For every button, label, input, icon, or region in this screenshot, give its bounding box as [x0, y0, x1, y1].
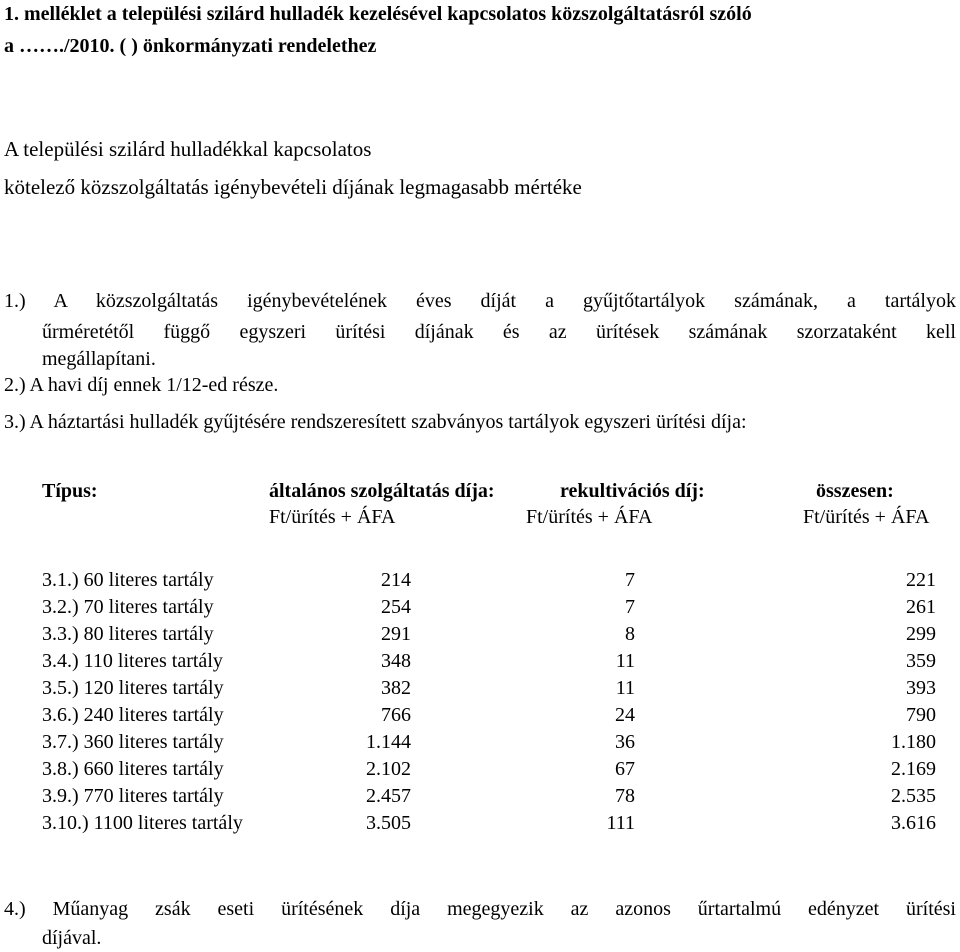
table-row	[0, 622, 960, 649]
row-container-type: 3.7.) 360 literes tartály	[42, 731, 224, 753]
row-general-fee: 2.457	[366, 785, 411, 807]
table-unit-recultivation: Ft/ürítés + ÁFA	[526, 506, 653, 528]
row-general-fee: 348	[381, 650, 411, 672]
row-recultivation-fee: 24	[615, 704, 635, 726]
row-total-fee: 261	[906, 596, 936, 618]
row-total-fee: 2.535	[891, 785, 936, 807]
row-container-type: 3.4.) 110 literes tartály	[42, 650, 223, 672]
table-header-total: összesen:	[816, 480, 894, 502]
row-general-fee: 3.505	[366, 812, 411, 834]
document-heading-line2: a ……./2010. ( ) önkormányzati rendelethez	[4, 35, 377, 57]
row-container-type: 3.5.) 120 literes tartály	[42, 677, 224, 699]
paragraph-4-line2: díjával.	[42, 927, 102, 949]
row-general-fee: 291	[381, 623, 411, 645]
paragraph-1-line3: megállapítani.	[42, 348, 156, 370]
row-general-fee: 766	[381, 704, 411, 726]
paragraph-2: 2.) A havi díj ennek 1/12-ed része.	[4, 374, 279, 396]
row-container-type: 3.8.) 660 literes tartály	[42, 758, 224, 780]
row-total-fee: 299	[906, 623, 936, 645]
table-row	[0, 784, 960, 811]
row-general-fee: 382	[381, 677, 411, 699]
table-row	[0, 757, 960, 784]
subtitle-line2: kötelező közszolgáltatás igénybevételi díjának legmagasabb mértéke	[4, 175, 582, 199]
table-row	[0, 730, 960, 757]
table-row	[0, 649, 960, 676]
row-general-fee: 2.102	[366, 758, 411, 780]
table-row	[0, 595, 960, 622]
row-total-fee: 359	[906, 650, 936, 672]
row-recultivation-fee: 111	[606, 812, 635, 834]
paragraph-3: 3.) A háztartási hulladék gyűjtésére rendszeresített szabványos tartályok egyszeri ürítési díja:	[4, 411, 747, 433]
table-row	[0, 811, 960, 838]
row-recultivation-fee: 11	[615, 677, 635, 699]
table-row	[0, 676, 960, 703]
row-general-fee: 1.144	[366, 731, 411, 753]
row-container-type: 3.1.) 60 literes tartály	[42, 569, 214, 591]
row-container-type: 3.6.) 240 literes tartály	[42, 704, 224, 726]
row-total-fee: 790	[906, 704, 936, 726]
table-row	[0, 703, 960, 730]
row-recultivation-fee: 78	[615, 785, 635, 807]
table-header-general-fee: általános szolgáltatás díja:	[269, 480, 495, 502]
table-unit-total: Ft/ürítés + ÁFA	[803, 506, 930, 528]
table-header-type: Típus:	[42, 480, 98, 502]
table-header-recultivation-fee: rekultivációs díj:	[560, 480, 705, 502]
paragraph-1-line2: űrméretétől függő egyszeri ürítési díjának és az ürítések számának szorzataként kell	[42, 321, 956, 343]
row-container-type: 3.2.) 70 literes tartály	[42, 596, 214, 618]
row-container-type: 3.9.) 770 literes tartály	[42, 785, 224, 807]
paragraph-1-line1: 1.) A közszolgáltatás igénybevételének éves díját a gyűjtőtartályok számának, a tartályok	[4, 290, 956, 312]
subtitle-line1: A települési szilárd hulladékkal kapcsolatos	[4, 137, 372, 161]
row-container-type: 3.3.) 80 literes tartály	[42, 623, 214, 645]
row-general-fee: 214	[381, 569, 411, 591]
table-row	[0, 568, 960, 595]
paragraph-4-line1: 4.) Műanyag zsák eseti ürítésének díja megegyezik az azonos űrtartalmú edényzet ürítési	[4, 898, 956, 920]
row-recultivation-fee: 11	[615, 650, 635, 672]
row-recultivation-fee: 7	[625, 569, 635, 591]
row-total-fee: 3.616	[891, 812, 936, 834]
row-general-fee: 254	[381, 596, 411, 618]
row-recultivation-fee: 8	[625, 623, 635, 645]
row-total-fee: 1.180	[891, 731, 936, 753]
document-heading-line1: 1. melléklet a települési szilárd hulladék kezelésével kapcsolatos közszolgáltatásról szóló	[4, 3, 752, 25]
row-total-fee: 393	[906, 677, 936, 699]
row-total-fee: 221	[906, 569, 936, 591]
row-recultivation-fee: 7	[625, 596, 635, 618]
row-recultivation-fee: 36	[615, 731, 635, 753]
row-container-type: 3.10.) 1100 literes tartály	[42, 812, 243, 834]
table-unit-general: Ft/ürítés + ÁFA	[269, 506, 396, 528]
row-total-fee: 2.169	[891, 758, 936, 780]
row-recultivation-fee: 67	[615, 758, 635, 780]
